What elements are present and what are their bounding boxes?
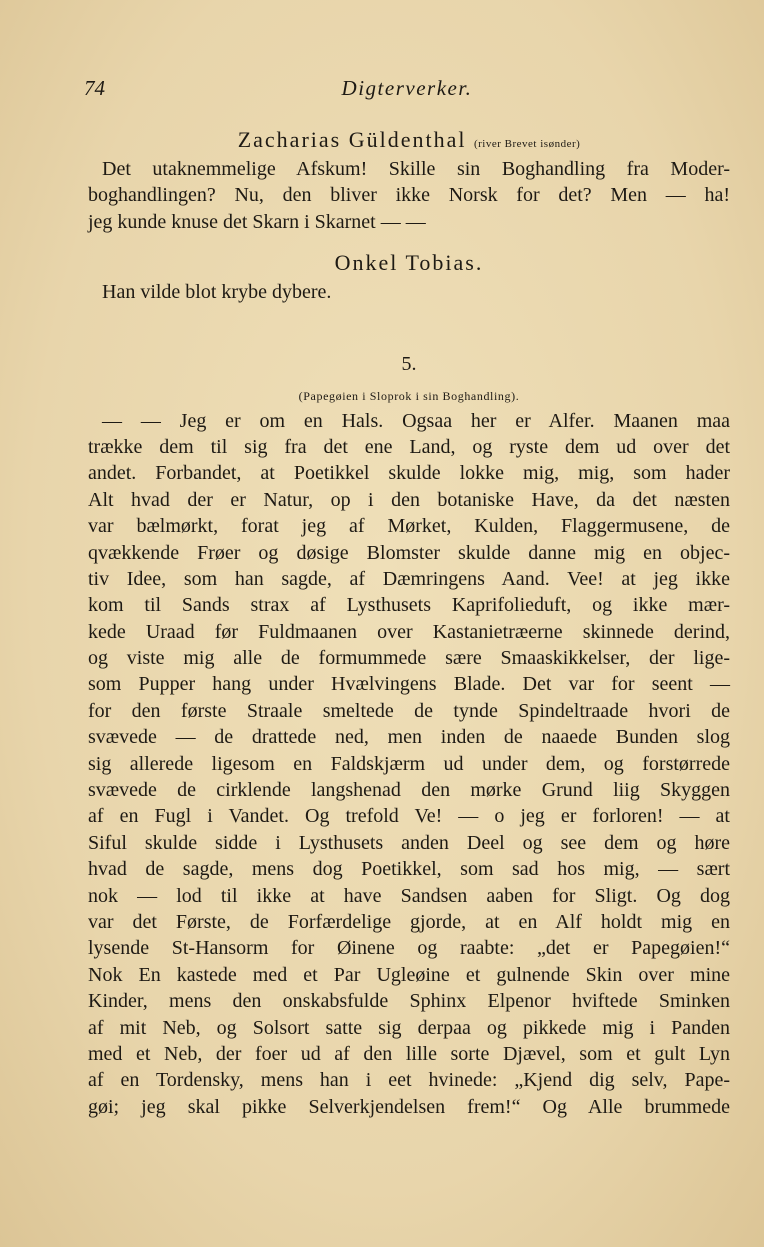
section-number: 5.	[401, 352, 417, 375]
section-paragraph	[88, 408, 730, 1121]
text-line: svævede de cirklende langshenad den mørke Grund liig Skyggen	[88, 779, 730, 802]
text-line: for den første Straale smeltede de tynde Spindeltraade hvori de	[88, 699, 730, 722]
text-line: Siful skulde sidde i Lysthusets anden Deel og see dem og høre	[88, 831, 730, 854]
stage-direction: (Papegøien i Sloprok i sin Boghandling).	[298, 388, 520, 403]
text-line: Det utaknemmelige Afskum! Skille sin Boghandling fra Moder-	[102, 158, 730, 180]
body-text	[88, 124, 730, 1120]
speaker-zacharias	[88, 124, 730, 156]
speaker-onkel-tobias: Onkel Tobias.	[334, 250, 484, 276]
text-line: jeg kunde knuse det Skarn i Skarnet — —	[88, 210, 426, 233]
text-line: som Pupper hang under Hvælvingens Blade. Det var for seent —	[88, 673, 730, 696]
stage-direction-inline: (river Brevet isønder)	[473, 138, 581, 150]
text-line: — — Jeg er om en Hals. Ogsaa her er Alfer. Maanen maa	[102, 409, 730, 432]
text-line: Alt hvad der er Natur, op i den botaniske Have, da det næsten	[88, 488, 730, 511]
text-line: Kinder, mens den onskabsfulde Sphinx Elpenor hviftede Sminken	[88, 990, 730, 1013]
text-line: nok — lod til ikke at have Sandsen aaben for Sligt. Og dog	[88, 884, 730, 907]
text-line: svævede — de drattede ned, men inden de naaede Bunden slog	[88, 726, 730, 749]
text-line: var det Første, de Forfærdelige gjorde, at en Alf holdt mig en	[88, 910, 730, 933]
text-line: var bælmørkt, forat jeg af Mørket, Kulden, Flaggermusene, de	[88, 515, 730, 538]
page-number: 74	[84, 76, 105, 100]
text-line: Nok En kastede med et Par Ugleøine et gulnende Skin over mine	[88, 963, 730, 986]
text-line: trække dem til sig fra det ene Land, og ryste dem ud over det	[88, 435, 730, 458]
text-line: af en Tordensky, mens han i eet hvinede: „Kjend dig selv, Pape-	[88, 1069, 730, 1092]
text-line: med et Neb, der foer ud af den lille sorte Djævel, som et gult Lyn	[88, 1042, 730, 1065]
text-line: andet. Forbandet, at Poetikkel skulde lokke mig, mig, som hader	[88, 462, 730, 485]
text-line: kom til Sands strax af Lysthusets Kaprifolieduft, og ikke mær-	[88, 594, 730, 617]
text-line: lysende St-Hansorm for Øinene og raabte: „det er Papegøien!“	[88, 937, 730, 960]
text-line: af mit Neb, og Solsort satte sig derpaa og pikkede mig i Panden	[88, 1016, 730, 1039]
text-line: tiv Idee, som han sagde, af Dæmringens Aand. Vee! at jeg ikke	[88, 567, 730, 590]
page-header	[84, 76, 730, 106]
text-line: og viste mig alle de formummede sære Smaaskikkelser, der lige-	[88, 647, 730, 670]
text-line: af en Fugl i Vandet. Og trefold Ve! — o jeg er forloren! — at	[88, 805, 730, 828]
running-title: Digterverker.	[341, 76, 473, 100]
text-line: Han vilde blot krybe dybere.	[102, 281, 332, 304]
text-line: kede Uraad før Fuldmaanen over Kastanietræerne skinnede derind,	[88, 620, 730, 643]
speaker-name: Zacharias Güldenthal	[237, 127, 467, 152]
text-line: gøi; jeg skal pikke Selverkjendelsen frem!“ Og Alle brummede	[88, 1095, 730, 1118]
speech-onkel-tobias	[88, 279, 730, 305]
text-line: boghandlingen? Nu, den bliver ikke Norsk for det? Men — ha!	[88, 184, 730, 207]
text-line: qvækkende Frøer og døsige Blomster skulde danne mig en objec-	[88, 541, 730, 564]
text-line: hvad de sagde, mens dog Poetikkel, som sad hos mig, — sært	[88, 858, 730, 881]
text-line: sig allerede ligesom en Faldskjærm ud under dem, og forstørrede	[88, 752, 730, 775]
speech-zacharias	[88, 156, 730, 235]
